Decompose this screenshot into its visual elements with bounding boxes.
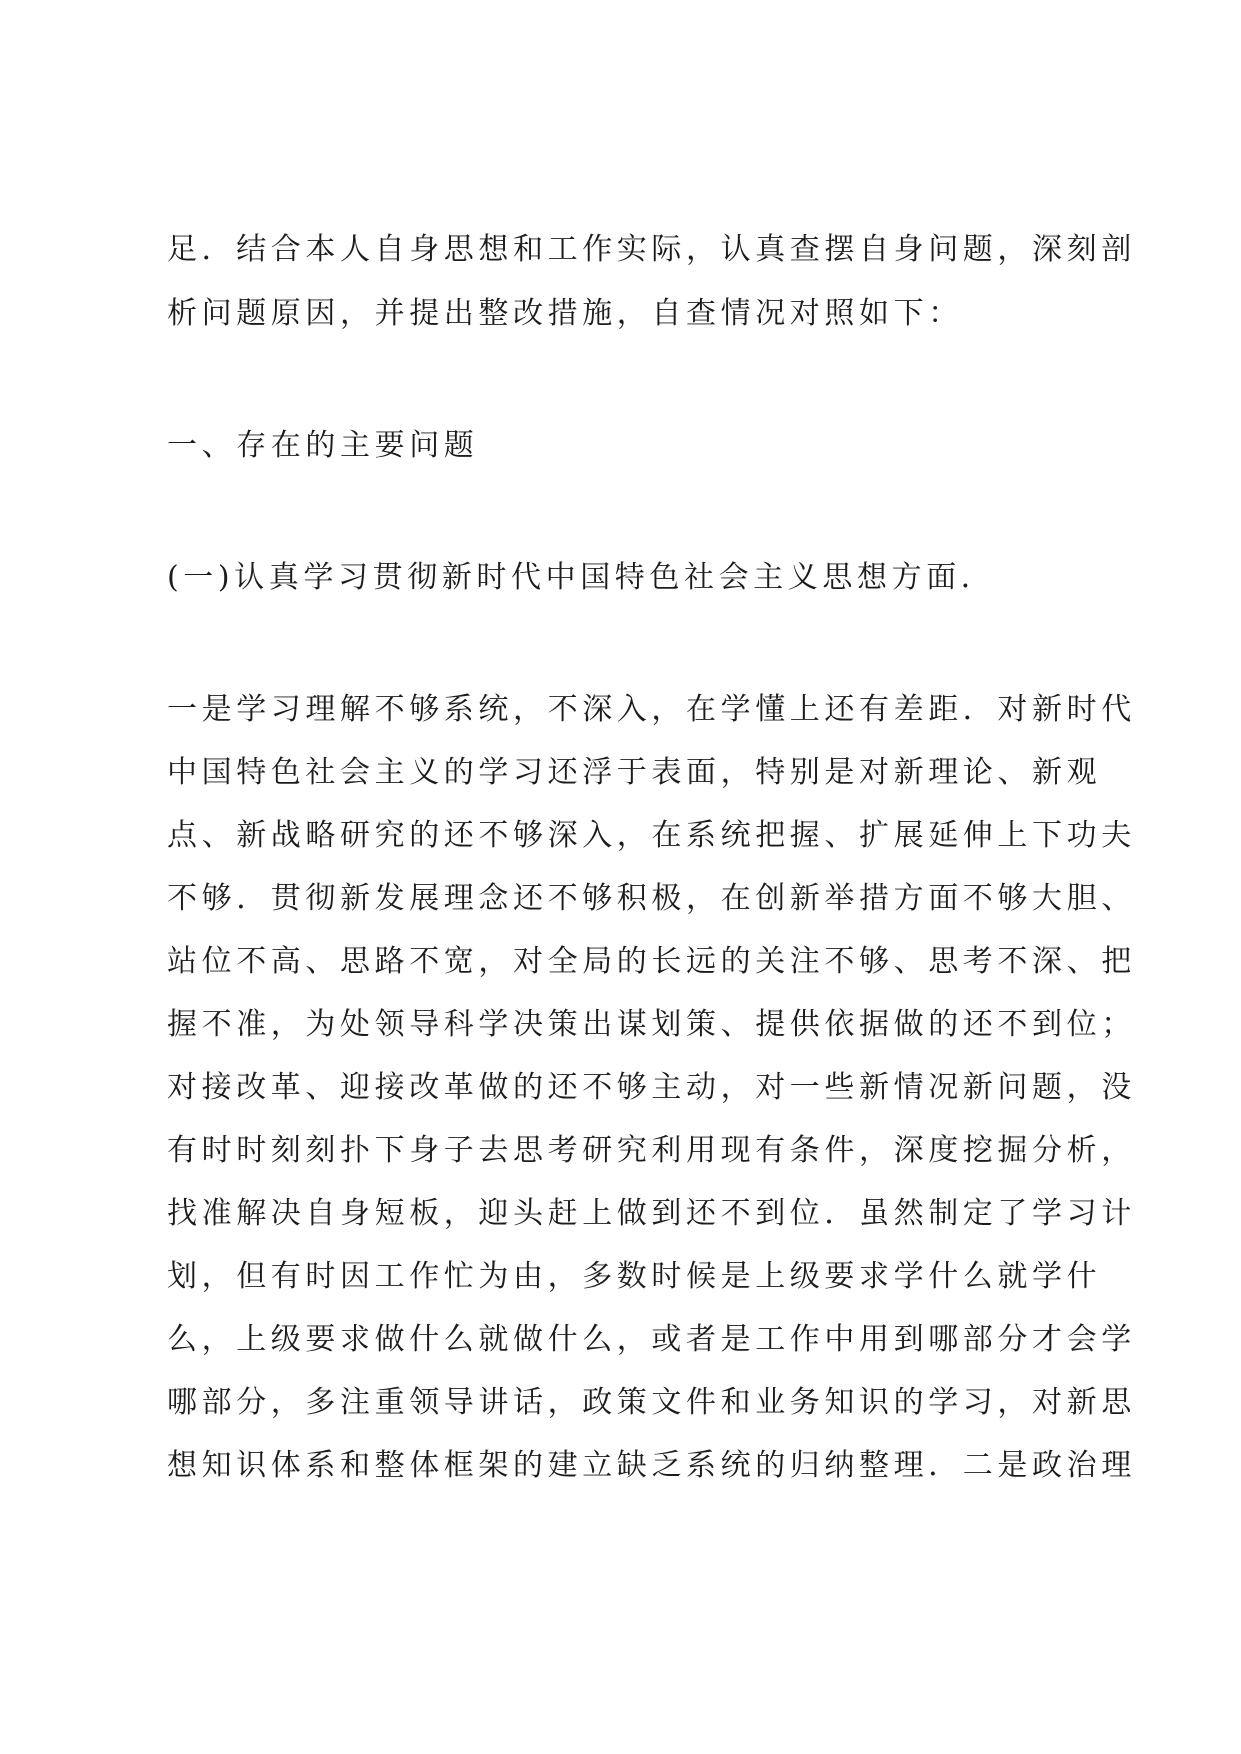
body-line-1: 一是学习理解不够系统，不深入，在学懂上还有差距．对新时代	[167, 692, 1136, 727]
body-line-13: 想知识体系和整体框架的建立缺乏系统的归纳整理．二是政治理	[167, 1448, 1136, 1483]
body-line-9: 找准解决自身短板，迎头赶上做到还不到位．虽然制定了学习计	[167, 1196, 1136, 1231]
body-line-8: 有时时刻刻扑下身子去思考研究利用现有条件，深度挖掘分析，	[167, 1133, 1136, 1168]
body-line-4: 不够．贯彻新发展理念还不够积极，在创新举措方面不够大胆、	[167, 881, 1136, 916]
body-line-7: 对接改革、迎接改革做的还不够主动，对一些新情况新问题，没	[167, 1070, 1136, 1105]
body-line-5: 站位不高、思路不宽，对全局的长远的关注不够、思考不深、把	[167, 944, 1136, 979]
section-heading: 一、存在的主要问题	[167, 428, 479, 463]
intro-line-1: 足．结合本人自身思想和工作实际，认真查摆自身问题，深刻剖	[167, 232, 1136, 267]
body-line-10: 划，但有时因工作忙为由，多数时候是上级要求学什么就学什	[167, 1259, 1102, 1294]
body-line-6: 握不准，为处领导科学决策出谋划策、提供依据做的还不到位；	[167, 1007, 1136, 1042]
body-line-3: 点、新战略研究的还不够深入，在系统把握、扩展延伸上下功夫	[167, 818, 1136, 853]
body-line-12: 哪部分，多注重领导讲话，政策文件和业务知识的学习，对新思	[167, 1385, 1136, 1420]
body-line-2: 中国特色社会主义的学习还浮于表面，特别是对新理论、新观	[167, 755, 1102, 790]
subsection-heading: (一)认真学习贯彻新时代中国特色社会主义思想方面．	[167, 560, 996, 595]
intro-line-2: 析问题原因，并提出整改措施，自查情况对照如下：	[167, 296, 963, 331]
body-line-11: 么，上级要求做什么就做什么，或者是工作中用到哪部分才会学	[167, 1322, 1136, 1357]
